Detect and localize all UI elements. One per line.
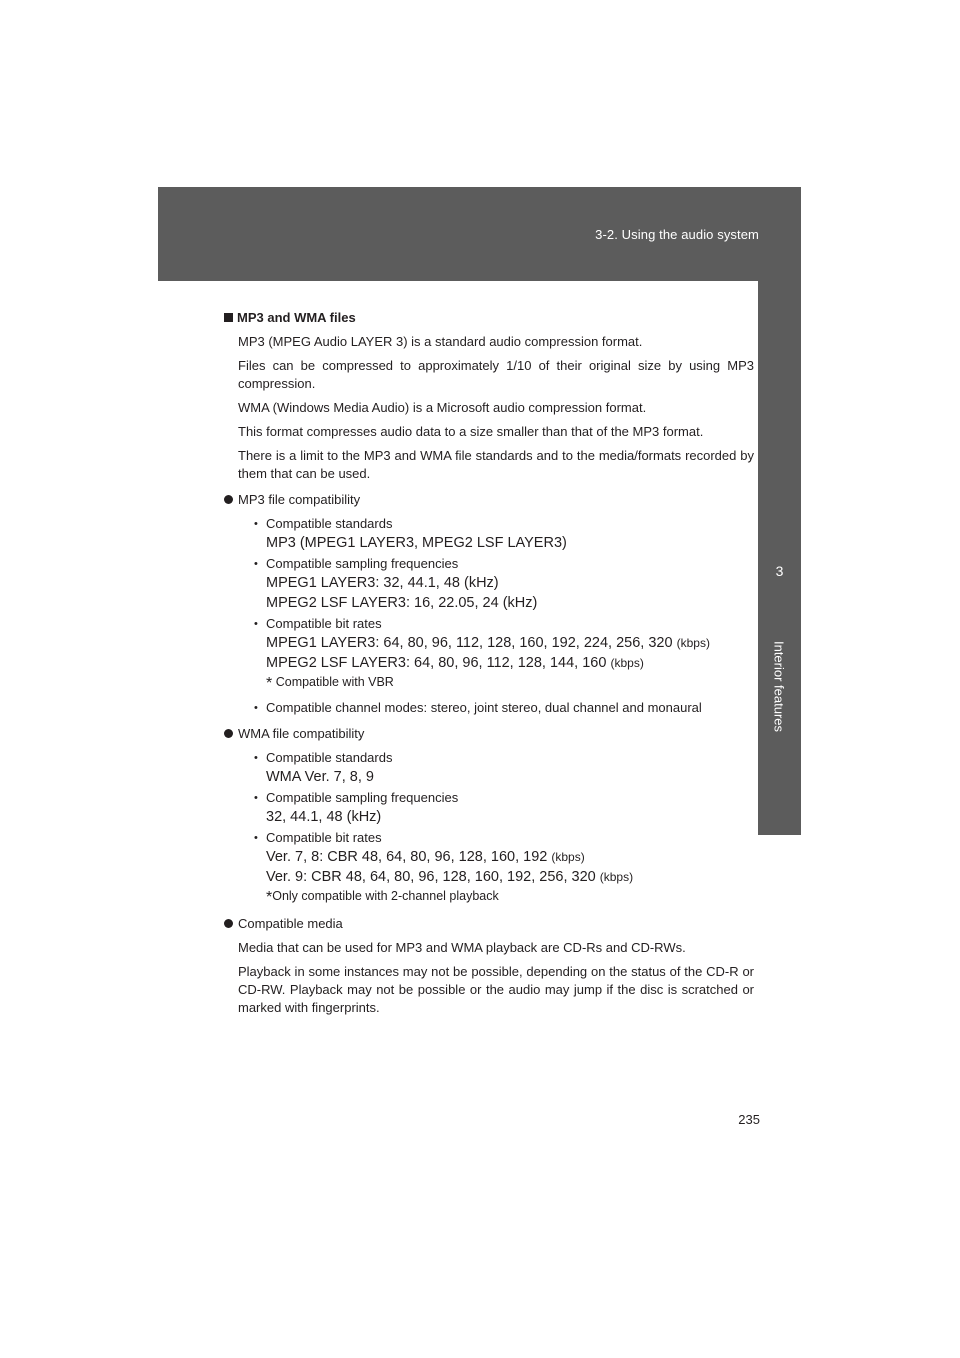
paragraph: This format compresses audio data to a size smaller than that of the MP3 format. xyxy=(238,424,704,439)
mp3-subheading: MP3 file compatibility xyxy=(224,491,754,509)
section-title: 3-2. Using the audio system xyxy=(595,227,759,242)
list-item: • Compatible channel modes: stereo, joint stereo, dual channel and monaural xyxy=(254,699,754,717)
circle-bullet-icon xyxy=(224,919,233,928)
square-bullet-icon xyxy=(224,313,233,322)
paragraph: Files can be compressed to approximately 1/10 of their original size by using MP3 compression. xyxy=(238,358,754,391)
paragraph: Playback in some instances may not be possible, depending on the status of the CD-R or CD-RW. Playback may not be possible or the audio may jump if the disc is scratched or marked with fingerprints. xyxy=(238,964,754,1015)
paragraph: WMA (Windows Media Audio) is a Microsoft audio compression format. xyxy=(238,400,647,415)
wma-subheading: WMA file compatibility xyxy=(224,725,754,743)
circle-bullet-icon xyxy=(224,729,233,738)
list-item: • Compatible standards WMA Ver. 7, 8, 9 xyxy=(254,749,754,787)
paragraph: Media that can be used for MP3 and WMA playback are CD-Rs and CD-RWs. xyxy=(238,940,686,955)
chapter-side-tab xyxy=(758,281,801,835)
chapter-number: 3 xyxy=(775,563,784,579)
list-item: • Compatible sampling frequencies 32, 44.1, 48 (kHz) xyxy=(254,789,754,827)
footnote: * Compatible with VBR xyxy=(266,675,394,692)
page-content xyxy=(224,309,754,1023)
list-item: • Compatible standards MP3 (MPEG1 LAYER3, MPEG2 LSF LAYER3) xyxy=(254,515,754,553)
paragraph: There is a limit to the MP3 and WMA file standards and to the media/formats recorded by them that can be used. xyxy=(238,448,754,481)
paragraph: MP3 (MPEG Audio LAYER 3) is a standard audio compression format. xyxy=(238,334,643,349)
footnote: *Only compatible with 2-channel playback xyxy=(266,889,499,906)
media-subheading: Compatible media xyxy=(224,915,754,933)
header-band xyxy=(158,187,801,281)
list-item: • Compatible sampling frequencies MPEG1 LAYER3: 32, 44.1, 48 (kHz) MPEG2 LSF LAYER3: 16, 22.05, 24 (kHz) xyxy=(254,555,754,613)
list-item: • Compatible bit rates Ver. 7, 8: CBR 48, 64, 80, 96, 128, 160, 192 (kbps) Ver. 9: CBR 48, 64, 80, 96, 128, 160, 192, 256, 320 (kbps) *Only compatible with 2-channel playback xyxy=(254,829,754,907)
circle-bullet-icon xyxy=(224,495,233,504)
list-item: • Compatible bit rates MPEG1 LAYER3: 64, 80, 96, 112, 128, 160, 192, 224, 256, 320 (kbps) MPEG2 LSF LAYER3: 64, 80, 96, 112, 128, 144, 160 (kbps) * Compatible with VBR xyxy=(254,615,754,693)
section-heading: MP3 and WMA files xyxy=(224,309,754,327)
chapter-title: Interior features xyxy=(771,640,787,733)
page-number: 235 xyxy=(738,1112,760,1127)
